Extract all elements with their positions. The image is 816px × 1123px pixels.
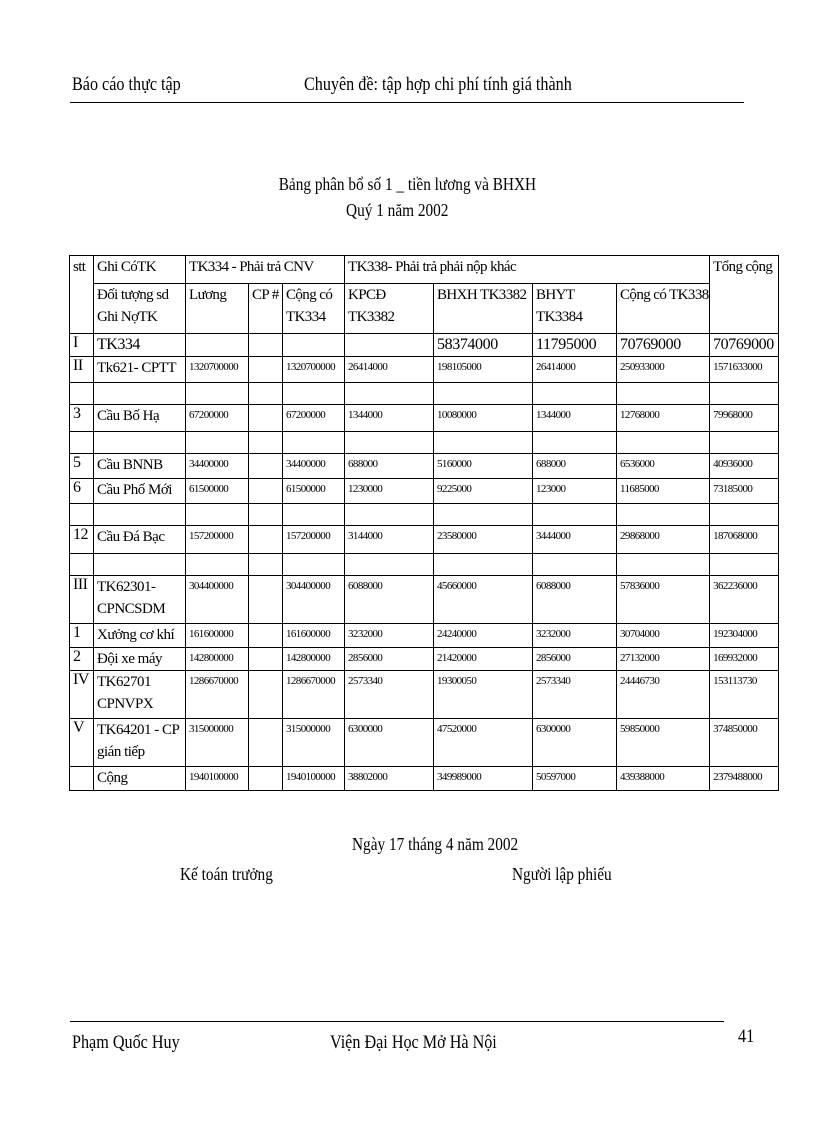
cell-stt: II bbox=[70, 357, 94, 383]
cell-object-line: Cầu BNNB bbox=[97, 457, 163, 473]
cell-luong: 142800000 bbox=[186, 648, 249, 671]
cell-cc334: 1940100000 bbox=[283, 767, 345, 791]
cell-object bbox=[94, 767, 186, 791]
cell-luong: 61500000 bbox=[186, 479, 249, 504]
cell-bhyt bbox=[533, 554, 617, 576]
col-tk338-header: TK338- Phải trả phải nộp khác bbox=[345, 256, 710, 284]
cell-total: 362236000 bbox=[710, 576, 779, 624]
cell-luong bbox=[186, 554, 249, 576]
table-title bbox=[0, 174, 815, 195]
cell-cc334: 161600000 bbox=[283, 624, 345, 648]
cell-kpcd: 38802000 bbox=[345, 767, 434, 791]
cell-stt: 12 bbox=[70, 526, 94, 554]
cell-cc334: 1286670000 bbox=[283, 671, 345, 719]
col-cc338-header: Cộng có TK338 bbox=[617, 284, 710, 334]
cell-bhyt bbox=[533, 383, 617, 405]
cell-cc334: 34400000 bbox=[283, 454, 345, 479]
table-row bbox=[70, 432, 779, 454]
cell-object bbox=[94, 454, 186, 479]
col-luong-header: Lương bbox=[186, 284, 249, 334]
cell-luong: 1286670000 bbox=[186, 671, 249, 719]
table-row bbox=[70, 767, 779, 791]
cell-total: 374850000 bbox=[710, 719, 779, 767]
footer-institute: Viện Đại Học Mở Hà Nội bbox=[330, 1032, 497, 1053]
cell-bhyt: 2856000 bbox=[533, 648, 617, 671]
cell-cc338: 70769000 bbox=[617, 334, 710, 357]
page-number: 41 bbox=[738, 1026, 755, 1047]
table-subtitle-text: Quý 1 năm 2002 bbox=[345, 200, 449, 220]
cell-stt bbox=[70, 432, 94, 454]
cell-cc338 bbox=[617, 554, 710, 576]
cell-cc338: 6536000 bbox=[617, 454, 710, 479]
cell-object-line: Cầu Đá Bạc bbox=[97, 529, 165, 545]
cell-cc338: 11685000 bbox=[617, 479, 710, 504]
cell-total bbox=[710, 383, 779, 405]
cell-bhyt bbox=[533, 504, 617, 526]
cell-cp bbox=[249, 383, 283, 405]
cell-cp bbox=[249, 554, 283, 576]
cell-cp bbox=[249, 334, 283, 357]
col-cc334-line2: TK334 bbox=[286, 309, 326, 325]
cell-total: 73185000 bbox=[710, 479, 779, 504]
col-tk334-header: TK334 - Phải trả CNV bbox=[186, 256, 345, 284]
cell-object bbox=[94, 719, 186, 767]
table-row bbox=[70, 576, 779, 624]
cell-cp bbox=[249, 432, 283, 454]
cell-cp bbox=[249, 576, 283, 624]
table-row bbox=[70, 357, 779, 383]
col-stt-header: stt bbox=[70, 256, 94, 334]
cell-total bbox=[710, 554, 779, 576]
cell-kpcd: 3144000 bbox=[345, 526, 434, 554]
cell-cc334: 142800000 bbox=[283, 648, 345, 671]
col-cp-header: CP # bbox=[249, 284, 283, 334]
cell-object-line: TK62301- bbox=[97, 579, 156, 595]
header-left: Báo cáo thực tập bbox=[72, 74, 181, 95]
cell-kpcd: 2573340 bbox=[345, 671, 434, 719]
table-row bbox=[70, 719, 779, 767]
cell-bhxh: 58374000 bbox=[434, 334, 533, 357]
header-right: Chuyên đề: tập hợp chi phí tính giá thành bbox=[304, 74, 572, 95]
col-kpcd-header bbox=[345, 284, 434, 334]
cell-total: 153113730 bbox=[710, 671, 779, 719]
cell-cc338: 250933000 bbox=[617, 357, 710, 383]
cell-stt: 3 bbox=[70, 405, 94, 432]
cell-object-line: gián tiếp bbox=[97, 744, 145, 760]
cell-object-line: TK62701 bbox=[97, 674, 151, 690]
table-row bbox=[70, 671, 779, 719]
cell-cc338: 27132000 bbox=[617, 648, 710, 671]
preparer-label: Người lập phiếu bbox=[512, 864, 612, 884]
cell-luong: 304400000 bbox=[186, 576, 249, 624]
cell-cp bbox=[249, 479, 283, 504]
cell-cc338: 12768000 bbox=[617, 405, 710, 432]
col-bhyt-line1: BHYT bbox=[536, 287, 575, 303]
table-subtitle bbox=[0, 200, 805, 221]
cell-stt: III bbox=[70, 576, 94, 624]
cell-bhxh: 47520000 bbox=[434, 719, 533, 767]
cell-kpcd: 688000 bbox=[345, 454, 434, 479]
cell-bhyt: 26414000 bbox=[533, 357, 617, 383]
cell-bhxh bbox=[434, 504, 533, 526]
cell-bhxh: 24240000 bbox=[434, 624, 533, 648]
cell-object-line: TK64201 - CP bbox=[97, 722, 180, 738]
cell-luong bbox=[186, 432, 249, 454]
cell-cp bbox=[249, 504, 283, 526]
cell-stt: V bbox=[70, 719, 94, 767]
header-divider bbox=[70, 102, 744, 103]
cell-object-line: Tk621- CPTT bbox=[97, 360, 177, 376]
cell-stt: 5 bbox=[70, 454, 94, 479]
cell-bhxh: 5160000 bbox=[434, 454, 533, 479]
cell-cc334 bbox=[283, 334, 345, 357]
col-total-header: Tổng cộng bbox=[710, 256, 779, 334]
col-object-header bbox=[94, 284, 186, 334]
cell-total: 169932000 bbox=[710, 648, 779, 671]
table-row bbox=[70, 648, 779, 671]
cell-total: 2379488000 bbox=[710, 767, 779, 791]
cell-luong: 34400000 bbox=[186, 454, 249, 479]
chief-accountant-label: Kế toán trưởng bbox=[180, 864, 273, 884]
cell-stt bbox=[70, 504, 94, 526]
cell-bhxh bbox=[434, 383, 533, 405]
cell-bhxh bbox=[434, 554, 533, 576]
cell-object-line: Xưởng cơ khí bbox=[97, 627, 175, 643]
cell-object-line: CPNCSDM bbox=[97, 601, 166, 617]
table-row bbox=[70, 504, 779, 526]
cell-cc338: 59850000 bbox=[617, 719, 710, 767]
cell-cp bbox=[249, 357, 283, 383]
cell-kpcd: 3232000 bbox=[345, 624, 434, 648]
cell-cc334: 315000000 bbox=[283, 719, 345, 767]
cell-stt: 2 bbox=[70, 648, 94, 671]
cell-bhyt: 1344000 bbox=[533, 405, 617, 432]
cell-kpcd: 1344000 bbox=[345, 405, 434, 432]
cell-stt: I bbox=[70, 334, 94, 357]
col-cc334-header bbox=[283, 284, 345, 334]
table-row bbox=[70, 554, 779, 576]
table-row bbox=[70, 479, 779, 504]
cell-cc338 bbox=[617, 432, 710, 454]
cell-total: 70769000 bbox=[710, 334, 779, 357]
cell-kpcd bbox=[345, 554, 434, 576]
report-date: Ngày 17 tháng 4 năm 2002 bbox=[352, 834, 519, 854]
cell-total bbox=[710, 504, 779, 526]
cell-luong bbox=[186, 334, 249, 357]
cell-object bbox=[94, 504, 186, 526]
col-bhyt-header bbox=[533, 284, 617, 334]
cell-cc334: 304400000 bbox=[283, 576, 345, 624]
cell-luong: 67200000 bbox=[186, 405, 249, 432]
col-object-line1: Đối tượng sd bbox=[97, 287, 169, 303]
cell-stt bbox=[70, 767, 94, 791]
cell-cc338: 29868000 bbox=[617, 526, 710, 554]
cell-luong bbox=[186, 383, 249, 405]
col-object-line2: Ghi NợTK bbox=[97, 309, 158, 325]
cell-stt bbox=[70, 554, 94, 576]
cell-kpcd: 2856000 bbox=[345, 648, 434, 671]
table-row bbox=[70, 405, 779, 432]
cell-cc338 bbox=[617, 504, 710, 526]
cell-luong: 161600000 bbox=[186, 624, 249, 648]
cell-cp bbox=[249, 624, 283, 648]
footer-author: Phạm Quốc Huy bbox=[72, 1032, 180, 1053]
cell-cc334 bbox=[283, 504, 345, 526]
cell-object bbox=[94, 432, 186, 454]
cell-cp bbox=[249, 648, 283, 671]
cell-cc334: 67200000 bbox=[283, 405, 345, 432]
cell-cc338: 30704000 bbox=[617, 624, 710, 648]
cell-bhyt: 3444000 bbox=[533, 526, 617, 554]
cell-luong: 157200000 bbox=[186, 526, 249, 554]
cell-kpcd bbox=[345, 432, 434, 454]
cell-object bbox=[94, 405, 186, 432]
cell-bhxh: 45660000 bbox=[434, 576, 533, 624]
table-row bbox=[70, 624, 779, 648]
cell-kpcd: 1230000 bbox=[345, 479, 434, 504]
table-row bbox=[70, 383, 779, 405]
cell-cc334 bbox=[283, 383, 345, 405]
cell-luong: 315000000 bbox=[186, 719, 249, 767]
cell-object-line: Cầu Bố Hạ bbox=[97, 408, 160, 424]
col-cc334-line1: Cộng có bbox=[286, 287, 333, 303]
cell-cp bbox=[249, 405, 283, 432]
cell-kpcd: 6300000 bbox=[345, 719, 434, 767]
cell-total: 40936000 bbox=[710, 454, 779, 479]
table-header-row-1 bbox=[70, 256, 779, 284]
cell-bhyt: 11795000 bbox=[533, 334, 617, 357]
cell-bhyt: 3232000 bbox=[533, 624, 617, 648]
cell-object-line: Cộng bbox=[97, 770, 128, 786]
cell-cc334: 1320700000 bbox=[283, 357, 345, 383]
table-row bbox=[70, 334, 779, 357]
cell-bhxh: 10080000 bbox=[434, 405, 533, 432]
table-header-row-2 bbox=[70, 284, 779, 334]
table-title-text: Bảng phân bổ số 1 _ tiền lương và BHXH bbox=[278, 174, 536, 194]
cell-total bbox=[710, 432, 779, 454]
cell-cc338: 24446730 bbox=[617, 671, 710, 719]
cell-stt: 1 bbox=[70, 624, 94, 648]
cell-object-line: Cầu Phố Mới bbox=[97, 482, 172, 498]
table-row bbox=[70, 526, 779, 554]
cell-cc338: 439388000 bbox=[617, 767, 710, 791]
cell-object bbox=[94, 383, 186, 405]
cell-object bbox=[94, 479, 186, 504]
cell-cc334 bbox=[283, 432, 345, 454]
cell-object bbox=[94, 576, 186, 624]
cell-cp bbox=[249, 526, 283, 554]
col-bhxh-header: BHXH TK3382 bbox=[434, 284, 533, 334]
cell-object bbox=[94, 357, 186, 383]
cell-bhxh: 349989000 bbox=[434, 767, 533, 791]
cell-bhxh: 19300050 bbox=[434, 671, 533, 719]
cell-bhxh: 21420000 bbox=[434, 648, 533, 671]
footer-divider bbox=[70, 1021, 724, 1022]
cell-cp bbox=[249, 767, 283, 791]
cell-object-line: Đội xe máy bbox=[97, 651, 162, 667]
cell-kpcd bbox=[345, 334, 434, 357]
cell-luong: 1320700000 bbox=[186, 357, 249, 383]
cell-kpcd bbox=[345, 504, 434, 526]
cell-luong bbox=[186, 504, 249, 526]
cell-cc338 bbox=[617, 383, 710, 405]
table-row bbox=[70, 454, 779, 479]
cell-bhyt: 123000 bbox=[533, 479, 617, 504]
cell-bhyt: 688000 bbox=[533, 454, 617, 479]
cell-object-line: CPNVPX bbox=[97, 696, 154, 712]
cell-stt: IV bbox=[70, 671, 94, 719]
col-bhyt-line2: TK3384 bbox=[536, 309, 583, 325]
cell-cp bbox=[249, 454, 283, 479]
cell-object bbox=[94, 554, 186, 576]
cell-cc334: 61500000 bbox=[283, 479, 345, 504]
cell-kpcd: 26414000 bbox=[345, 357, 434, 383]
cell-total: 192304000 bbox=[710, 624, 779, 648]
cell-bhxh bbox=[434, 432, 533, 454]
cell-bhyt: 6300000 bbox=[533, 719, 617, 767]
cell-kpcd: 6088000 bbox=[345, 576, 434, 624]
cell-cc334: 157200000 bbox=[283, 526, 345, 554]
col-kpcd-line2: TK3382 bbox=[348, 309, 395, 325]
cell-bhyt bbox=[533, 432, 617, 454]
cell-total: 187068000 bbox=[710, 526, 779, 554]
cell-bhyt: 2573340 bbox=[533, 671, 617, 719]
cell-luong: 1940100000 bbox=[186, 767, 249, 791]
cell-cc338: 57836000 bbox=[617, 576, 710, 624]
cell-bhxh: 23580000 bbox=[434, 526, 533, 554]
cell-object bbox=[94, 526, 186, 554]
cell-object bbox=[94, 334, 186, 357]
cell-cp bbox=[249, 719, 283, 767]
cell-bhyt: 6088000 bbox=[533, 576, 617, 624]
cell-object bbox=[94, 671, 186, 719]
cell-bhxh: 9225000 bbox=[434, 479, 533, 504]
col-ghi-co-header: Ghi CóTK bbox=[94, 256, 186, 284]
cell-object-line: TK334 bbox=[97, 336, 140, 353]
cell-object bbox=[94, 648, 186, 671]
cell-bhxh: 198105000 bbox=[434, 357, 533, 383]
cell-object bbox=[94, 624, 186, 648]
allocation-table bbox=[69, 255, 779, 791]
cell-total: 79968000 bbox=[710, 405, 779, 432]
cell-kpcd bbox=[345, 383, 434, 405]
cell-stt bbox=[70, 383, 94, 405]
col-kpcd-line1: KPCĐ bbox=[348, 287, 386, 303]
cell-stt: 6 bbox=[70, 479, 94, 504]
cell-total: 1571633000 bbox=[710, 357, 779, 383]
cell-bhyt: 50597000 bbox=[533, 767, 617, 791]
cell-cc334 bbox=[283, 554, 345, 576]
cell-cp bbox=[249, 671, 283, 719]
